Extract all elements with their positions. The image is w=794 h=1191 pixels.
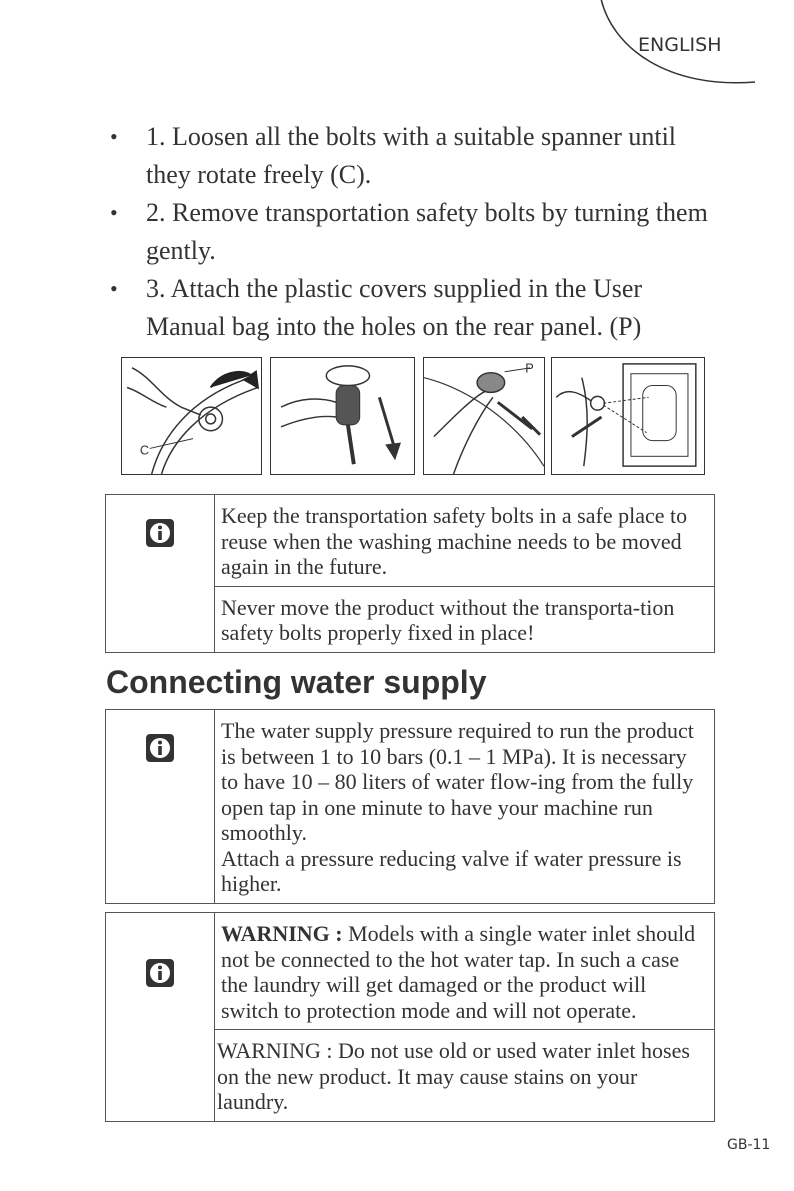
note-text (215, 710, 715, 904)
info-icon (145, 733, 175, 763)
warning-text (215, 913, 715, 1030)
page-number: GB-11 (727, 1137, 771, 1153)
section-heading: Connecting water supply (106, 664, 487, 700)
info-icon (145, 958, 175, 988)
step-text: 2. Remove transportation safety bolts by turning them gently. (146, 198, 708, 265)
warning-note-table (105, 912, 715, 1122)
bullet-icon: • (110, 200, 118, 225)
language-label: ENGLISH (638, 34, 722, 56)
pressure-text: The water supply pressure required to run the product is between 1 to 10 bars (0.1 – 1 MPa). It is necessary to have 10 – 80 liters of water flow-ing from the fully open tap in one minute to have your machine run smoothly. (221, 718, 694, 845)
step-item (108, 194, 708, 270)
step-text: 1. Loosen all the bolts with a suitable spanner until they rotate freely (C). (146, 122, 677, 189)
note-icon-cell (106, 495, 215, 653)
step-item (108, 270, 708, 346)
pressure-note-table (105, 709, 715, 904)
info-icon (145, 518, 175, 548)
valve-text: Attach a pressure reducing valve if water pressure is higher. (221, 845, 682, 896)
step-item (108, 118, 708, 194)
note-icon-cell (106, 710, 215, 904)
step-text: 3. Attach the plastic covers supplied in the User Manual bag into the holes on the rear panel. (P) (146, 274, 643, 341)
instruction-steps (108, 118, 708, 346)
bullet-icon: • (110, 276, 118, 301)
note-text: Keep the transportation safety bolts in a safe place to reuse when the washing machine needs to be moved again in the future. (215, 495, 715, 587)
figure-label-c: C (139, 442, 150, 458)
figure-plastic-cover (423, 357, 545, 475)
illustration-strip (121, 357, 705, 477)
warning-label: WARNING : (221, 921, 343, 946)
figure-loosen-bolts (121, 357, 262, 475)
bullet-icon: • (110, 124, 118, 149)
note-icon-cell (106, 913, 215, 1122)
figure-remove-bolts (270, 357, 415, 475)
warning-text: WARNING : Do not use old or used water inlet hoses on the new product. It may cause stains on your laundry. (215, 1030, 715, 1122)
warning-body: Models with a single water inlet should not be connected to the hot water tap. In such a case the laundry will get damaged or the product will switch to protection mode and will not operate. (221, 921, 696, 1023)
bolts-note-table (105, 494, 715, 653)
note-text: Never move the product without the transporta-tion safety bolts properly fixed in place! (215, 586, 715, 652)
figure-label-p: P (525, 360, 534, 376)
figure-rear-panel (551, 357, 705, 475)
